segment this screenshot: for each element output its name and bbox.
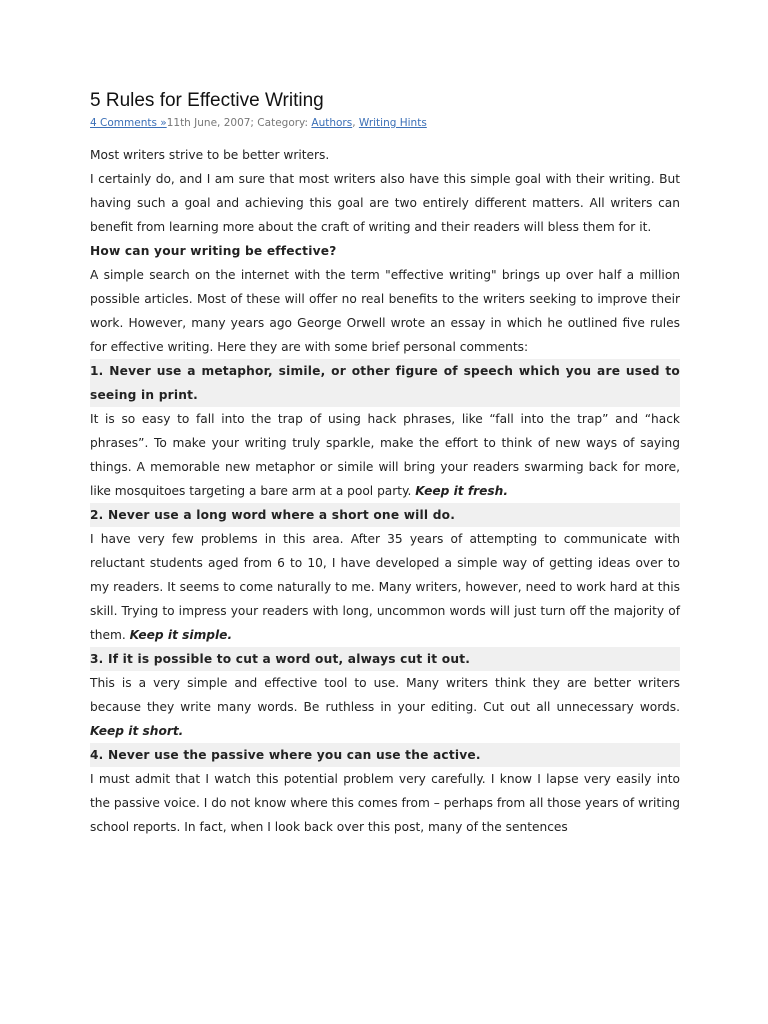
rule-heading: 4. Never use the passive where you can use the active. [90, 743, 680, 767]
rule-body [90, 407, 680, 503]
intro-paragraph: Most writers strive to be better writers. [90, 148, 330, 162]
intro-paragraph: I certainly do, and I am sure that most writers also have this simple goal with their writing. But having such a goal and achieving this goal are two entirely different matters. All writers can benefit from learning more about the craft of writing and their readers will bless them for it. [90, 172, 680, 234]
category-link-writing-hints[interactable]: Writing Hints [358, 117, 427, 129]
rule-tagline: Keep it simple. [129, 628, 233, 642]
category-separator: , [352, 117, 359, 129]
post-meta [90, 115, 427, 131]
rule-body-text: It is so easy to fall into the trap of using hack phrases, like “fall into the trap” and “hack phrases”. To make your writing truly sparkle, make the effort to think of new ways of saying things. A memorable new metaphor or simile will bring your readers swarming back for more, like mosquitoes targeting a bare arm at a pool party. [90, 412, 680, 498]
rule-body-text: This is a very simple and effective tool to use. Many writers think they are better writers because they write many words. Be ruthless in your editing. Cut out all unnecessary words. [90, 676, 680, 714]
post-content [90, 143, 680, 839]
category-link-authors[interactable]: Authors [311, 117, 353, 129]
rule-body [90, 671, 680, 743]
rule-heading: 2. Never use a long word where a short one will do. [90, 503, 680, 527]
rule-tagline: Keep it fresh. [415, 484, 508, 498]
rule-body [90, 527, 680, 647]
rule-body-text: I have very few problems in this area. After 35 years of attempting to communicate with reluctant students aged from 6 to 10, I have developed a simple way of getting ideas over to my readers. It seems to come naturally to me. Many writers, however, need to work hard at this skill. Trying to impress your readers with long, uncommon words will just turn off the majority of them. [90, 532, 680, 642]
rule-body-text: I must admit that I watch this potential problem very carefully. I know I lapse very easily into the passive voice. I do not know where this comes from – perhaps from all those years of writing school reports. In fact, when I look back over this post, many of the sentences [90, 772, 680, 834]
comments-link[interactable]: 4 Comments » [90, 117, 167, 129]
lead-paragraph: A simple search on the internet with the term "effective writing" brings up over half a million possible articles. Most of these will offer no real benefits to the writers seeking to improve their work. However, many years ago George Orwell wrote an essay in which he outlined five rules for effective writing. Here they are with some brief personal comments: [90, 268, 680, 354]
rule-heading: 1. Never use a metaphor, simile, or other figure of speech which you are used to seeing in print. [90, 359, 680, 407]
post-date: 11th June, 2007; Category: [166, 117, 312, 129]
post-title: 5 Rules for Effective Writing [90, 90, 324, 111]
rule-heading: 3. If it is possible to cut a word out, always cut it out. [90, 647, 680, 671]
rule-tagline: Keep it short. [90, 724, 184, 738]
rule-body [90, 767, 680, 839]
section-subheading: How can your writing be effective? [90, 244, 337, 258]
